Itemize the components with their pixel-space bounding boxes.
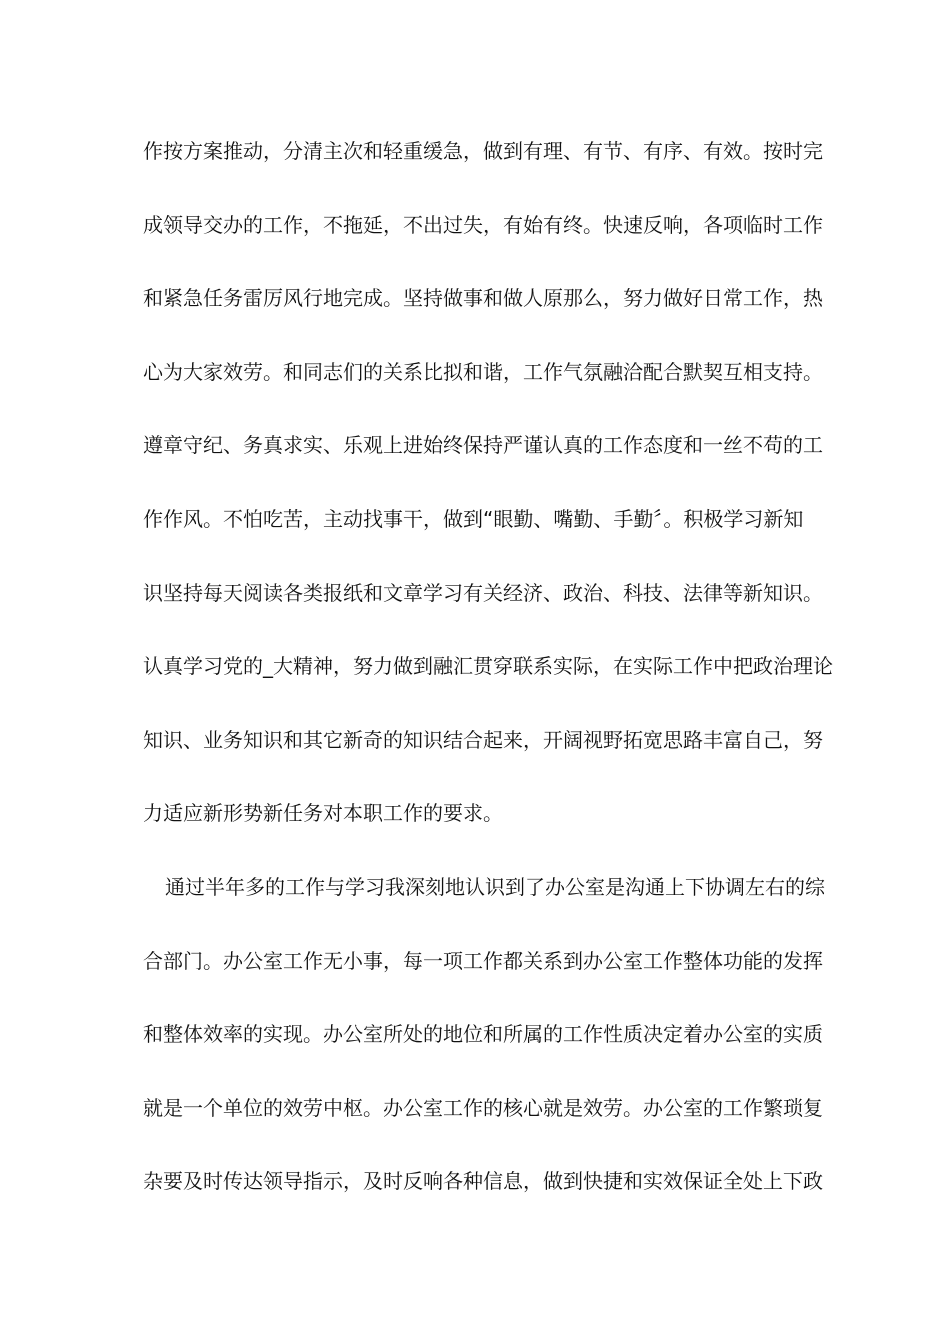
text-line: 识坚持每天阅读各类报纸和文章学习有关经济、政治、科技、法律等新知识。 <box>143 580 823 605</box>
text-line: 认真学习党的_大精神，努力做到融汇贯穿联系实际，在实际工作中把政治理论 <box>143 654 833 679</box>
text-line: 知识、业务知识和其它新奇的知识结合起来，开阔视野拓宽思路丰富自己，努 <box>143 727 823 752</box>
text-line: 遵章守纪、务真求实、乐观上进始终保持严谨认真的工作态度和一丝不苟的工 <box>143 433 823 458</box>
text-line: 就是一个单位的效劳中枢。办公室工作的核心就是效劳。办公室的工作繁琐复 <box>143 1095 823 1120</box>
text-line: 成领导交办的工作，不拖延，不出过失，有始有终。快速反响，各项临时工作 <box>143 212 823 237</box>
text-line: 通过半年多的工作与学习我深刻地认识到了办公室是沟通上下协调左右的综 <box>165 874 825 899</box>
text-line: 力适应新形势新任务对本职工作的要求。 <box>143 801 503 826</box>
text-line: 作作风。不怕吃苦，主动找事干，做到“眼勤、嘴勤、手勤〞。积极学习新知 <box>143 506 804 531</box>
document-body <box>143 131 833 1235</box>
paragraph-1 <box>143 131 833 867</box>
text-line: 和紧急任务雷厉风行地完成。坚持做事和做人原那么，努力做好日常工作，热 <box>143 286 823 311</box>
text-line: 和整体效率的实现。办公室所处的地位和所属的工作性质决定着办公室的实质 <box>143 1022 823 1047</box>
text-line: 杂要及时传达领导指示，及时反响各种信息，做到快捷和实效保证全处上下政 <box>143 1169 823 1194</box>
text-line: 合部门。办公室工作无小事，每一项工作都关系到办公室工作整体功能的发挥 <box>143 948 823 973</box>
text-line: 心为大家效劳。和同志们的关系比拟和谐，工作气氛融洽配合默契互相支持。 <box>143 359 823 384</box>
paragraph-2 <box>143 867 823 1235</box>
text-line: 作按方案推动，分清主次和轻重缓急，做到有理、有节、有序、有效。按时完 <box>143 139 823 163</box>
